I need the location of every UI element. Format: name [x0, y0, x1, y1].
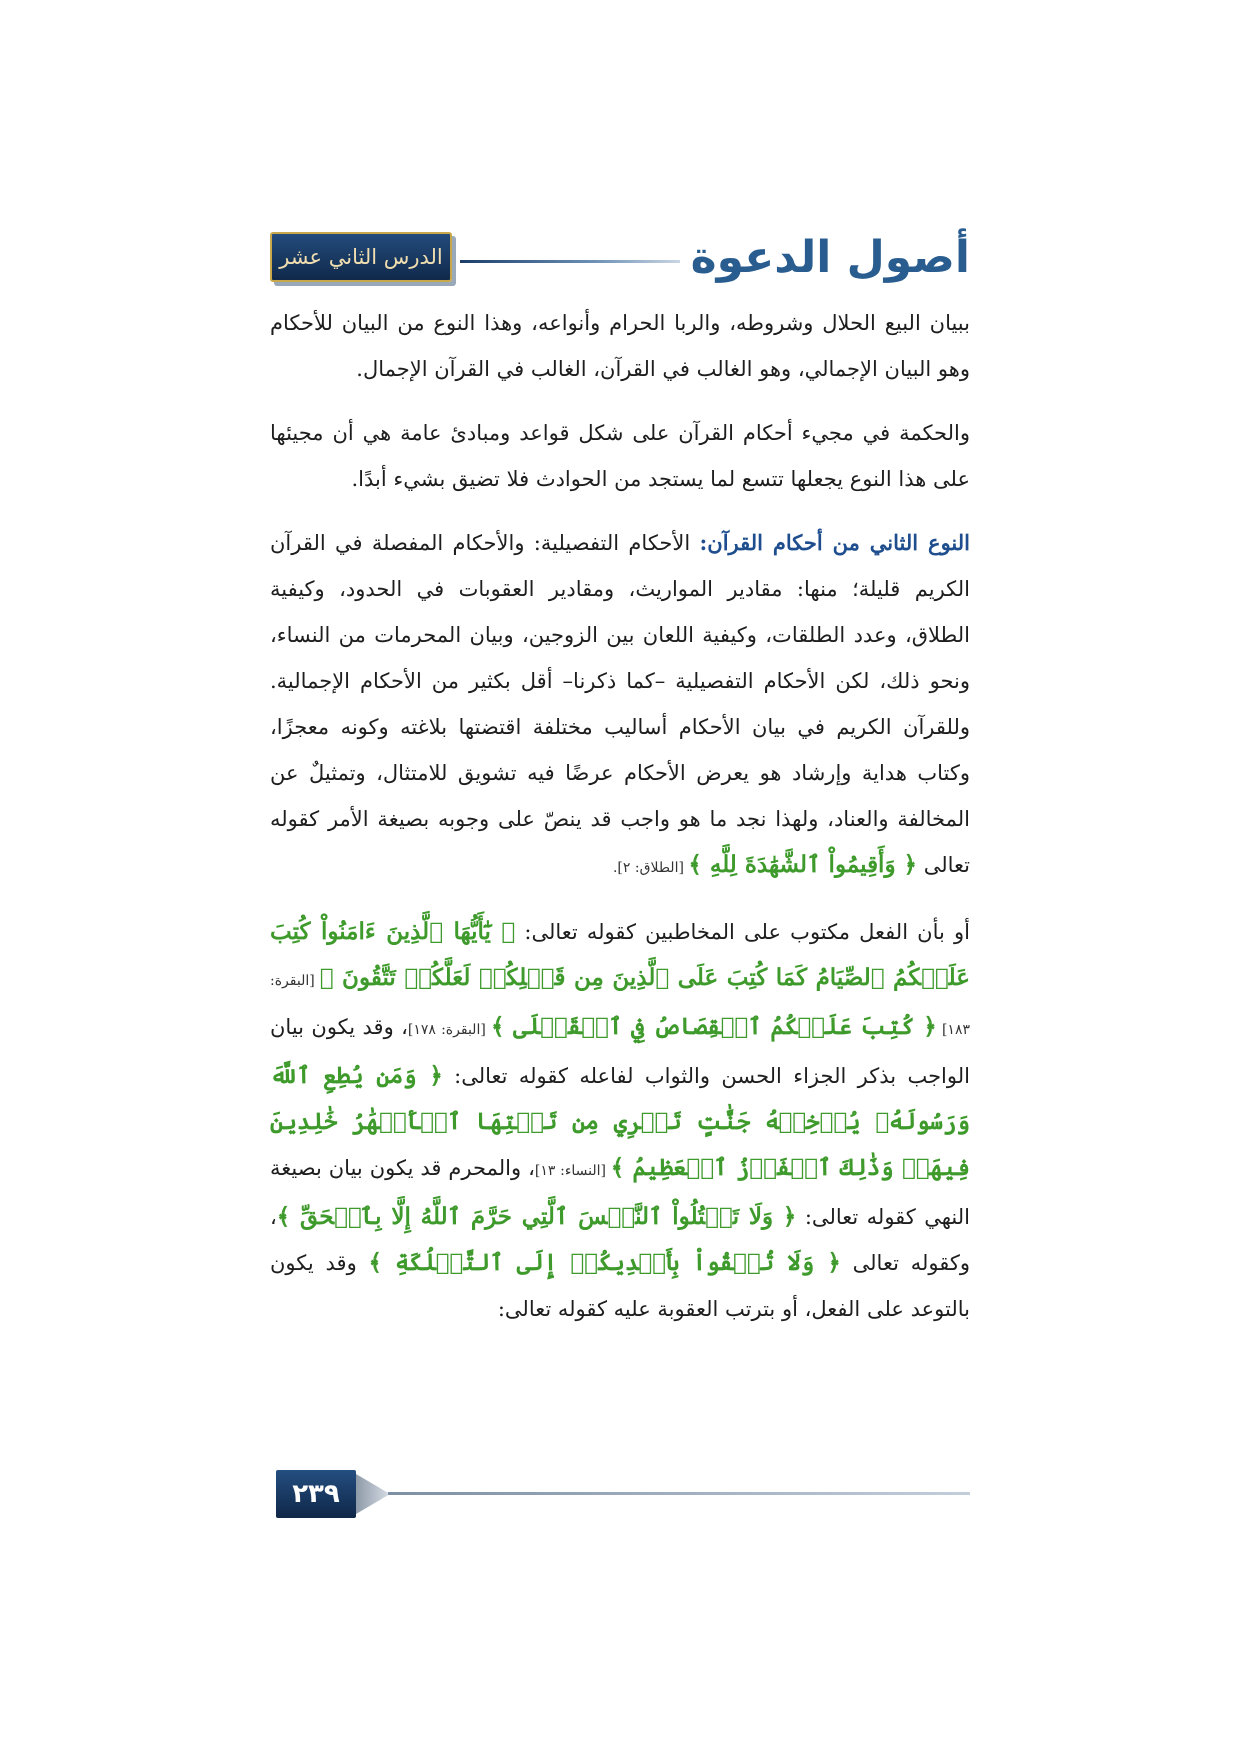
- paragraph: [270, 410, 970, 502]
- lesson-badge: [270, 232, 452, 282]
- quran-verse: ﴿ وَأَقِيمُواْ ٱلشَّهَٰدَةَ لِلَّهِ ﴾: [688, 851, 918, 878]
- lesson-label: الدرس الثاني عشر: [279, 245, 443, 269]
- paragraph-text: ببيان البيع الحلال وشروطه، والربا الحرام وأنواعه، وهذا النوع من البيان للأحكام وهو البيان الإجمالي، وهو الغالب في القرآن، الغالب في القرآن الإجمال.: [270, 311, 970, 381]
- quran-verse: ﴿ يَٰٓأَيُّهَا ٱلَّذِينَ ءَامَنُواْ كُتِبَ عَلَيۡكُمُ ٱلصِّيَامُ كَمَا كُتِبَ عَلَى ٱلَّذِينَ مِن قَبۡلِكُمۡ لَعَلَّكُمۡ تَتَّقُونَ ﴾: [270, 918, 971, 991]
- paragraph: [270, 520, 970, 891]
- verse-reference: [البقرة: ١٧٨]: [407, 1022, 491, 1038]
- section-term: النوع الثاني من أحكام القرآن:: [699, 530, 970, 555]
- verse-reference: [الطلاق: ٢].: [612, 860, 689, 876]
- verse-reference: [البقرة: ١٨٣]: [270, 973, 970, 1038]
- paragraph-text: والحكمة في مجيء أحكام القرآن على شكل قواعد ومبادئ عامة هي أن مجيئها على هذا النوع يجعلها تتسع لما يستجد من الحوادث فلا تضيق بشيء أبدًا.: [270, 421, 970, 491]
- page-number-box: [276, 1470, 356, 1518]
- footer-arrow-decoration: [356, 1474, 390, 1514]
- verse-reference: [النساء: ١٣]: [534, 1163, 611, 1179]
- quran-verse: ﴿ وَمَن يُطِعِ ٱللَّهَ وَرَسُولَهُۥ يُدۡخِلۡهُ جَنَّٰتٍ تَجۡرِي مِن تَحۡتِهَا ٱلۡأَنۡهَٰرُ خَٰلِدِينَ فِيهَاۚ وَذَٰلِكَ ٱلۡفَوۡزُ ٱلۡعَظِيمُ ﴾: [270, 1062, 970, 1181]
- page-header: [270, 230, 970, 290]
- paragraph-text: وقد يكون بالتوعد على الفعل، أو بترتب العقوبة عليه كقوله تعالى:: [270, 1251, 970, 1321]
- header-divider: [460, 260, 680, 263]
- quran-verse: ﴿ كُتِبَ عَلَيۡكُمُ ٱلۡقِصَاصُ فِي ٱلۡقَتۡلَى ﴾: [490, 1013, 937, 1040]
- paragraph-text: أو بأن الفعل مكتوب على المخاطبين كقوله تعالى:: [515, 920, 970, 944]
- page-footer: [276, 1470, 970, 1520]
- paragraph: [270, 300, 970, 392]
- paragraph-text: ، وقد يكون بيان الواجب بذكر الجزاء الحسن والثواب لفاعله كقوله تعالى:: [270, 1015, 970, 1088]
- paragraph-text: ، والمحرم قد يكون بيان بصيغة النهي كقوله تعالى:: [270, 1156, 970, 1229]
- quran-verse: ﴿ وَلَا تُلۡقُواْ بِأَيۡدِيكُمۡ إِلَى ٱلتَّهۡلُكَةِ ﴾: [368, 1249, 841, 1276]
- page-body: [270, 300, 970, 1350]
- quran-verse: ﴿ وَلَا تَقۡتُلُواْ ٱلنَّفۡسَ ٱلَّتِي حَرَّمَ ٱللَّهُ إِلَّا بِٱلۡحَقِّ ﴾: [276, 1203, 797, 1230]
- footer-divider: [388, 1492, 970, 1495]
- paragraph: [270, 909, 970, 1332]
- page-number: ٢٣٩: [292, 1479, 340, 1509]
- paragraph-text: ، وكقوله تعالى: [270, 1205, 970, 1275]
- book-title: أصول الدعوة: [690, 232, 970, 283]
- paragraph-text: الأحكام التفصيلية: والأحكام المفصلة في القرآن الكريم قليلة؛ منها: مقادير المواريث، ومقادير العقوبات في الحدود، وكيفية الطلاق، وعدد الطلقات، وكيفية اللعان بين الزوجين، وبيان المحرمات من النساء، ونحو ذلك، لكن الأحكام التفصيلية –كما ذكرنا– أقل بكثير من الأحكام الإجمالية. وللقرآن الكريم في بيان الأحكام أساليب مختلفة اقتضتها بلاغته وكونه معجزًا، وكتاب هداية وإرشاد هو يعرض الأحكام عرضًا فيه تشويق للامتثال، وتمثيلٌ عن المخالفة والعناد، ولهذا نجد ما هو واجب قد ينصّ على وجوبه بصيغة الأمر كقوله تعالى: [270, 531, 970, 877]
